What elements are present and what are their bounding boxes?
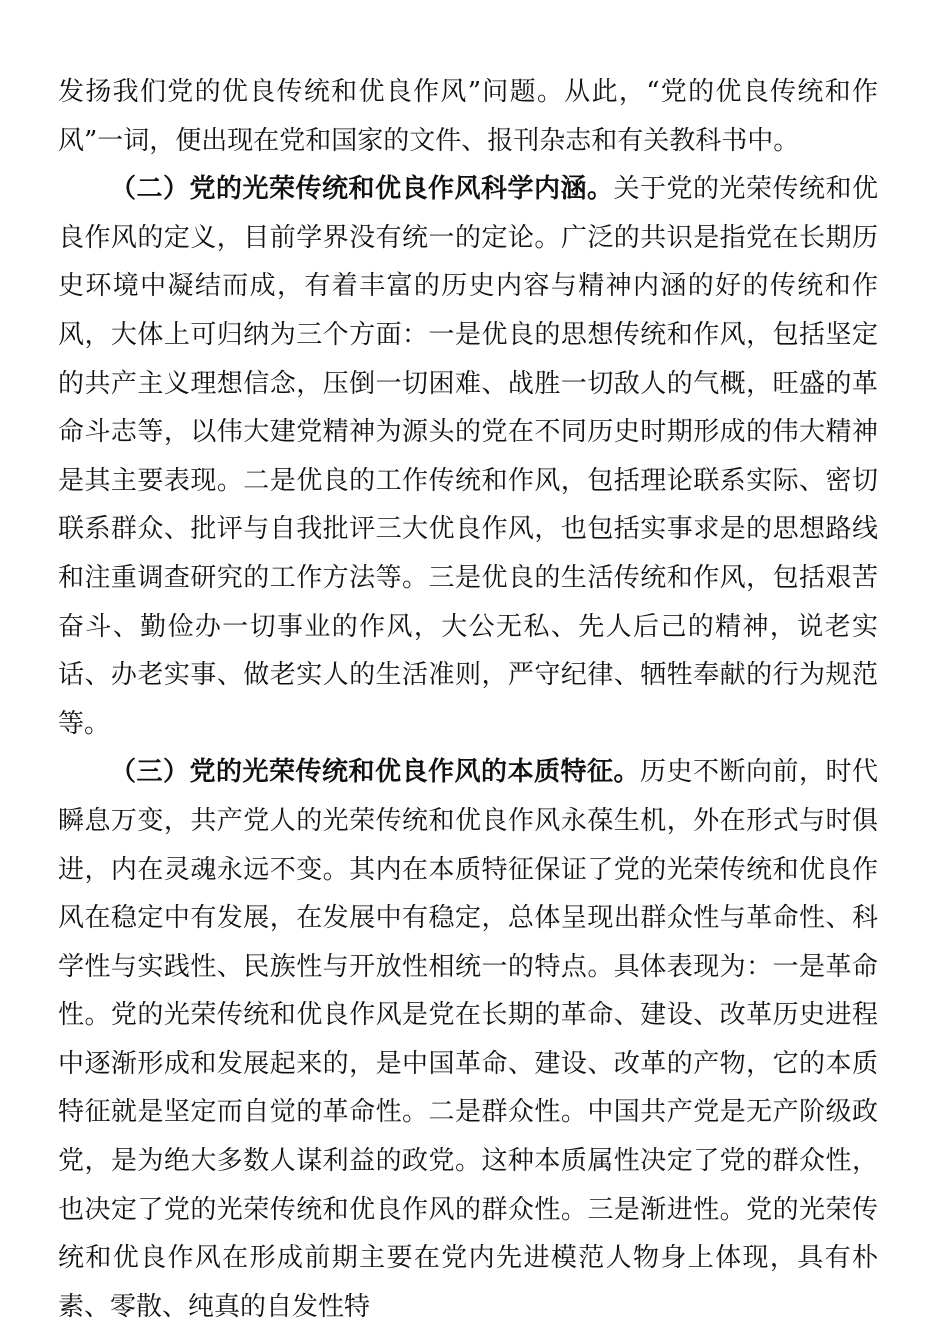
paragraph-continuation xyxy=(58,68,878,165)
paragraph-text: 发扬我们党的优良传统和优良作风”问题。从此，“党的优良传统和作风”一词，便出现在党和国家的文件、报刊杂志和有关教科书中。 xyxy=(58,77,878,156)
document-body xyxy=(58,68,878,1331)
paragraph-text: 历史不断向前，时代瞬息万变，共产党人的光荣传统和优良作风永葆生机，外在形式与时俱进，内在灵魂永远不变。其内在本质特征保证了党的光荣传统和优良作风在稳定中有发展，在发展中有稳定，总体呈现出群众性与革命性、科学性与实践性、民族性与开放性相统一的特点。具体表现为：一是革命性。党的光荣传统和优良作风是党在长期的革命、建设、改革历史进程中逐渐形成和发展起来的，是中国革命、建设、改革的产物，它的本质特征就是坚定而自觉的革命性。二是群众性。中国共产党是无产阶级政党，是为绝大多数人谋利益的政党。这种本质属性决定了党的群众性，也决定了党的光荣传统和优良作风的群众性。三是渐进性。党的光荣传统和优良作风在形成前期主要在党内先进模范人物身上体现，具有朴素、零散、纯真的自发性特 xyxy=(58,757,878,1322)
paragraph-section-2 xyxy=(58,165,878,748)
paragraph-section-3 xyxy=(58,748,878,1331)
paragraph-text: 关于党的光荣传统和优良作风的定义，目前学界没有统一的定论。广泛的共识是指党在长期历史环境中凝结而成，有着丰富的历史内容与精神内涵的好的传统和作风，大体上可归纳为三个方面：一是优良的思想传统和作风，包括坚定的共产主义理想信念，压倒一切困难、战胜一切敌人的气概，旺盛的革命斗志等，以伟大建党精神为源头的党在不同历史时期形成的伟大精神是其主要表现。二是优良的工作传统和作风，包括理论联系实际、密切联系群众、批评与自我批评三大优良作风，也包括实事求是的思想路线和注重调查研究的工作方法等。三是优良的生活传统和作风，包括艰苦奋斗、勤俭办一切事业的作风，大公无私、先人后己的精神，说老实话、办老实事、做老实人的生活准则，严守纪律、牺牲奉献的行为规范等。 xyxy=(58,174,878,739)
section-heading-3: （三）党的光荣传统和优良作风的本质特征。 xyxy=(110,757,640,788)
section-heading-2: （二）党的光荣传统和优良作风科学内涵。 xyxy=(110,174,614,205)
